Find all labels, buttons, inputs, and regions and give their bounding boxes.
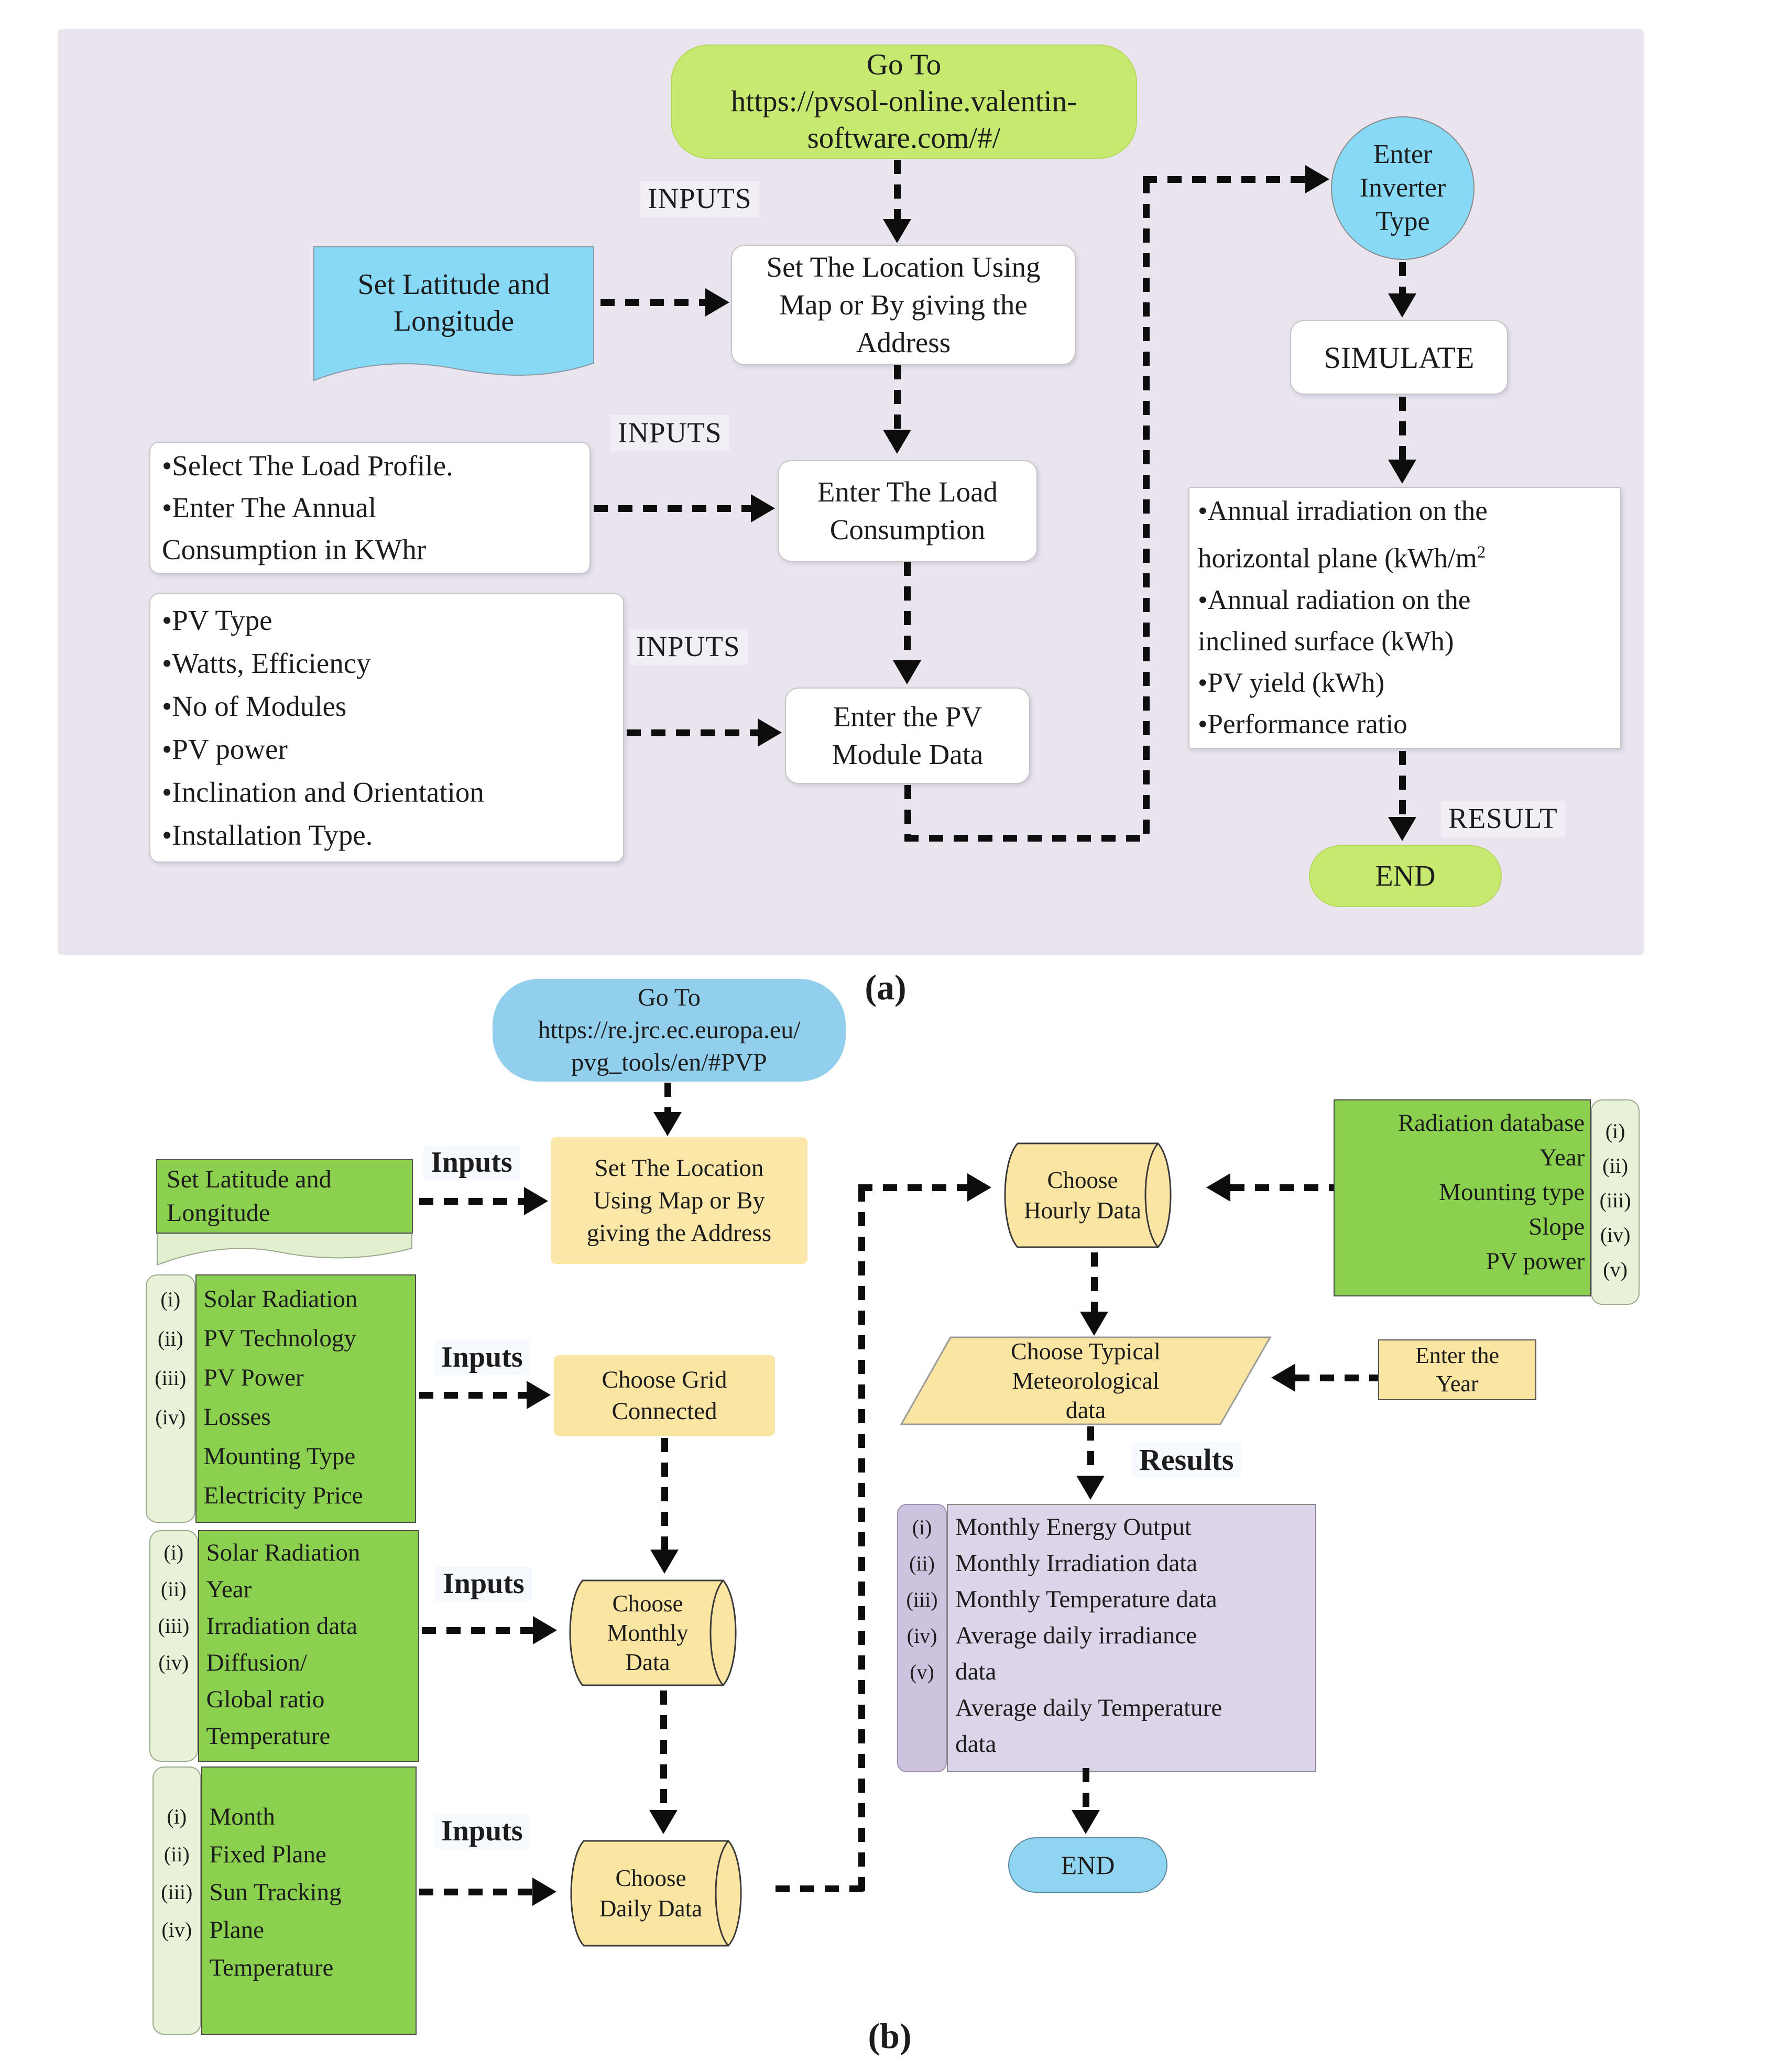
arrowhead-b-box2-to-monthly (533, 1616, 557, 1644)
connector-b-daily-elbow-right (776, 1885, 865, 1892)
connector-a-pvmodule-elbow-top (1143, 176, 1305, 183)
node-a-start-line: software.com/#/ (807, 122, 1001, 155)
list-item: Diffusion/ (206, 1649, 307, 1676)
node-a-inverter-type (1331, 116, 1475, 260)
arrow-b-meteo-to-results (1087, 1426, 1094, 1477)
list-item: Year (1539, 1144, 1585, 1171)
roman-numeral: (i) (167, 1805, 187, 1828)
roman-numeral: (iv) (155, 1405, 186, 1429)
result-item: Monthly Temperature data (955, 1586, 1217, 1613)
label-b-inputs-4: Inputs (434, 1814, 530, 1849)
node-b-start-line: pvg_tools/en/#PVP (571, 1049, 767, 1076)
node-b-inputs-box-3 (152, 1766, 417, 2002)
node-b-latlong-line: Longitude (167, 1199, 270, 1227)
node-a-start-line: Go To (866, 48, 942, 81)
roman-numeral: (ii) (1602, 1154, 1629, 1177)
arrowhead-b-start-to-setlocation (653, 1112, 682, 1136)
node-a-set-location-line: Set The Location Using (766, 251, 1041, 283)
node-a-end (1309, 845, 1502, 907)
arrow-b-start-to-setlocation (664, 1083, 671, 1113)
arrowhead-a-simulate-to-results (1388, 460, 1416, 484)
roman-numeral: (ii) (160, 1577, 187, 1601)
arrowhead-b-box1-to-grid (527, 1381, 551, 1409)
node-b-daily-line: Choose (615, 1865, 686, 1891)
node-b-grid-line: Choose Grid (602, 1366, 727, 1393)
arrowhead-b-year-to-meteo (1271, 1364, 1295, 1392)
node-b-start-line: Go To (638, 984, 701, 1011)
arrowhead-b-box4-to-hourly (1206, 1173, 1230, 1202)
list-item: Mounting type (1439, 1179, 1585, 1206)
roman-sidebar (1591, 1099, 1640, 1305)
list-item: Month (209, 1803, 275, 1830)
node-a-pv-inputs-line: •Inclination and Orientation (162, 776, 484, 808)
arrow-b-grid-to-monthly (661, 1438, 668, 1551)
arrowhead-b-to-hourly (967, 1173, 991, 1202)
node-a-load-consumption (778, 460, 1038, 562)
label-b-inputs-1: Inputs (423, 1146, 520, 1180)
node-a-pv-module-line: Module Data (832, 738, 984, 770)
result-item: data (955, 1658, 997, 1685)
node-a-set-location-line: Map or By giving the (779, 289, 1028, 321)
node-b-enter-year (1378, 1339, 1536, 1400)
arrow-b-hourly-to-meteo (1091, 1252, 1098, 1313)
arrowhead-b-monthly-to-daily (649, 1810, 678, 1834)
result-item: Monthly Irradiation data (955, 1550, 1198, 1577)
roman-numeral: (iv) (907, 1624, 937, 1648)
list-item: Losses (203, 1403, 271, 1431)
caption-b: (b) (868, 2016, 912, 2056)
node-b-daily-data (560, 1838, 773, 1949)
node-a-load-consumption-line: Enter The Load (817, 476, 998, 508)
node-a-start (671, 45, 1137, 159)
list-item: Radiation database (1397, 1109, 1585, 1137)
result-item: Average daily irradiance (955, 1622, 1197, 1649)
label-b-inputs-3: Inputs (435, 1567, 532, 1601)
roman-sidebar (152, 1766, 201, 2035)
roman-sidebar (146, 1274, 195, 1523)
label-a-inputs-3: INPUTS (629, 629, 748, 665)
arrow-a-loadconsumption-to-pvmodule (904, 562, 911, 661)
list-item: Temperature (209, 1954, 334, 1981)
node-a-pv-inputs-line: •PV Type (162, 604, 272, 636)
node-b-hourly-line: Hourly Data (1024, 1197, 1141, 1224)
connector-a-pvmodule-elbow-right (904, 835, 1150, 842)
node-a-latlong-line: Set Latitude and (357, 268, 550, 301)
node-a-results-line: inclined surface (kWh) (1198, 626, 1454, 657)
arrow-b-monthly-to-daily (660, 1691, 667, 1811)
node-a-load-profile-line: •Enter The Annual (162, 492, 377, 524)
node-b-latlong-line: Set Latitude and (167, 1165, 332, 1193)
node-b-hourly-line: Choose (1047, 1167, 1118, 1193)
arrowhead-b-results-to-end (1072, 1810, 1100, 1834)
arrow-a-start-to-setlocation (894, 160, 901, 223)
node-b-monthly-line: Data (625, 1649, 670, 1675)
node-b-inputs-box-1 (146, 1274, 416, 1517)
node-a-load-profile-inputs (149, 442, 591, 574)
node-b-start (493, 979, 846, 1082)
connector-b-daily-elbow-up (858, 1187, 865, 1892)
arrow-a-simulate-to-results (1399, 397, 1406, 461)
roman-numeral: (iv) (1600, 1223, 1631, 1247)
label-b-results: Results (1132, 1442, 1241, 1478)
list-item: Plane (209, 1916, 264, 1944)
list-item: Temperature (206, 1722, 331, 1750)
node-a-pv-inputs-line: •PV power (162, 733, 288, 765)
node-b-inputs-box-4 (1334, 1099, 1640, 1289)
arrowhead-b-hourly-to-meteo (1080, 1312, 1108, 1336)
arrowhead-b-grid-to-monthly (650, 1550, 679, 1574)
arrow-a-loadprofile-to-loadconsumption (594, 505, 751, 512)
roman-numeral: (iv) (158, 1651, 189, 1674)
node-b-grid-line: Connected (611, 1398, 717, 1425)
node-a-start-line: https://pvsol-online.valentin- (730, 85, 1077, 118)
roman-numeral: (iii) (1599, 1188, 1631, 1212)
roman-numeral: (i) (912, 1515, 932, 1539)
node-b-set-location-line: Set The Location (594, 1154, 764, 1182)
roman-numeral: (iii) (155, 1366, 187, 1390)
node-b-results (897, 1504, 1316, 1766)
list-item: Mounting Type (203, 1443, 356, 1470)
label-a-inputs-2: INPUTS (610, 415, 729, 451)
arrowhead-a-loadconsumption-to-pvmodule (893, 660, 921, 684)
node-a-inverter-line: Type (1375, 206, 1430, 236)
label-a-result: RESULT (1441, 801, 1565, 837)
node-a-results-superscript: 2 (1477, 543, 1486, 562)
arrowhead-a-to-inverter (1305, 165, 1329, 193)
arrowhead-a-inverter-to-simulate (1388, 293, 1416, 318)
connector-b-daily-elbow-top (858, 1184, 968, 1191)
node-b-latlong-document (156, 1159, 413, 1272)
label-a-inputs-1: INPUTS (640, 181, 759, 217)
list-item: Year (206, 1576, 252, 1603)
roman-numeral: (i) (1605, 1119, 1625, 1143)
arrow-a-pvinputs-to-pvmodule (627, 729, 758, 736)
node-b-set-location-line: giving the Address (586, 1219, 772, 1247)
node-a-pv-inputs (149, 593, 624, 863)
arrowhead-b-meteo-to-results (1076, 1476, 1105, 1500)
result-item: data (955, 1730, 997, 1758)
node-a-results-line: •Annual radiation on the (1198, 584, 1471, 615)
node-b-monthly-data (559, 1577, 768, 1688)
node-a-results-line: •Performance ratio (1198, 708, 1407, 739)
roman-numeral: (ii) (909, 1552, 935, 1575)
node-b-meteo-line: Choose Typical (1011, 1338, 1161, 1365)
node-a-latlong-document (312, 245, 595, 392)
node-b-monthly-line: Choose (612, 1590, 683, 1617)
node-a-pv-inputs-line: •Installation Type. (162, 819, 373, 851)
node-b-meteo-line: Meteorological (1012, 1367, 1160, 1394)
green-box-body (195, 1274, 416, 1523)
list-item: Slope (1528, 1213, 1585, 1240)
document-wave (156, 1234, 413, 1271)
node-a-latlong-line: Longitude (393, 305, 515, 337)
node-a-load-profile-line: Consumption in KWhr (162, 533, 427, 565)
arrow-b-box4-to-hourly (1230, 1184, 1334, 1191)
list-item: Sun Tracking (209, 1879, 342, 1906)
roman-numeral: (iii) (161, 1880, 193, 1904)
arrowhead-a-loadprofile-to-loadconsumption (751, 494, 775, 522)
green-box-body (198, 1530, 419, 1762)
roman-numeral: (ii) (163, 1842, 190, 1866)
list-item: Fixed Plane (209, 1841, 326, 1868)
result-item: Average daily Temperature (955, 1694, 1222, 1721)
green-box-body (1334, 1099, 1591, 1296)
roman-numeral: (iii) (158, 1614, 190, 1638)
node-b-monthly-line: Monthly (607, 1620, 689, 1646)
node-a-results-line: •Annual irradiation on the (1198, 496, 1488, 527)
list-item: Solar Radiation (206, 1539, 361, 1566)
arrow-a-results-to-end (1399, 751, 1406, 818)
node-a-pv-inputs-line: •Watts, Efficiency (162, 647, 371, 679)
roman-numeral: (i) (163, 1541, 184, 1564)
list-item: Irradiation data (206, 1612, 357, 1640)
node-a-set-location-line: Address (856, 326, 951, 358)
connector-a-pvmodule-elbow-up (1143, 179, 1150, 842)
node-a-end-label: END (1375, 860, 1436, 892)
node-b-set-location (551, 1137, 807, 1264)
roman-sidebar (149, 1530, 198, 1762)
arrow-b-latlong-to-setlocation (419, 1198, 524, 1205)
arrowhead-a-latlong-to-setlocation (705, 288, 729, 317)
arrow-b-results-to-end (1083, 1768, 1089, 1811)
roman-numeral: (i) (160, 1288, 181, 1311)
arrowhead-b-box3-to-daily (532, 1878, 556, 1906)
arrowhead-a-pvinputs-to-pvmodule (758, 718, 782, 747)
node-b-meteo-line: data (1065, 1397, 1106, 1423)
node-b-end (1008, 1837, 1167, 1893)
arrow-b-box2-to-monthly (422, 1627, 533, 1634)
node-b-enter-year-line: Enter the (1415, 1343, 1500, 1368)
roman-numeral: (ii) (157, 1327, 183, 1350)
arrow-b-box3-to-daily (419, 1889, 532, 1895)
arrow-a-latlong-to-setlocation (600, 299, 705, 306)
label-b-inputs-2: Inputs (434, 1340, 530, 1375)
node-b-set-location-line: Using Map or By (593, 1187, 765, 1214)
node-a-set-location (731, 245, 1076, 365)
arrow-b-year-to-meteo (1295, 1375, 1378, 1381)
node-a-load-consumption-line: Consumption (829, 514, 986, 546)
node-a-simulate-label: SIMULATE (1324, 340, 1475, 375)
green-box-body (201, 1766, 417, 2035)
node-b-inputs-box-2 (149, 1530, 419, 1757)
node-b-enter-year-line: Year (1436, 1371, 1479, 1397)
roman-numeral: (iv) (161, 1918, 192, 1942)
arrow-a-inverter-to-simulate (1399, 262, 1406, 295)
roman-sidebar (897, 1504, 947, 1772)
list-item: PV Technology (203, 1325, 356, 1352)
node-a-pv-module-line: Enter the PV (833, 701, 982, 733)
arrow-b-box1-to-grid (419, 1392, 527, 1399)
arrow-a-setlocation-to-loadconsumption (894, 365, 901, 431)
result-item: Monthly Energy Output (955, 1513, 1192, 1541)
node-b-daily-line: Daily Data (599, 1895, 703, 1922)
list-item: PV power (1486, 1248, 1585, 1275)
node-a-results-line: horizontal plane ($kWh/m^2$ (1198, 543, 1486, 574)
roman-numeral: (v) (1603, 1258, 1628, 1281)
roman-numeral: (iii) (906, 1588, 938, 1611)
arrowhead-a-setlocation-to-loadconsumption (883, 430, 911, 454)
caption-a: (a) (865, 967, 907, 1007)
roman-numeral: (v) (910, 1660, 934, 1684)
node-a-inverter-line: Enter (1373, 139, 1433, 169)
connector-a-pvmodule-elbow-down (904, 785, 911, 842)
node-a-simulate (1290, 320, 1508, 395)
node-b-meteorological (900, 1336, 1272, 1425)
node-a-pv-module (785, 688, 1030, 784)
arrowhead-a-start-to-setlocation (883, 219, 911, 243)
node-b-hourly-data (993, 1140, 1203, 1250)
node-a-load-profile-line: •Select The Load Profile. (162, 450, 453, 482)
node-a-results-line: •PV yield (kWh) (1198, 667, 1385, 698)
node-b-end-label: END (1061, 1850, 1115, 1880)
node-a-results (1188, 487, 1621, 749)
list-item: Solar Radiation (203, 1285, 358, 1313)
node-a-pv-inputs-line: •No of Modules (162, 690, 347, 722)
arrowhead-a-results-to-end (1388, 817, 1416, 841)
node-b-grid-connected (554, 1355, 775, 1436)
node-a-inverter-line: Inverter (1359, 173, 1446, 203)
node-b-start-line: https://re.jrc.ec.europa.eu/ (538, 1016, 801, 1044)
arrowhead-b-latlong-to-setlocation (524, 1187, 548, 1215)
list-item: PV Power (203, 1364, 304, 1391)
results-box-body (947, 1504, 1316, 1772)
list-item: Global ratio (206, 1686, 325, 1713)
list-item: Electricity Price (203, 1482, 363, 1509)
